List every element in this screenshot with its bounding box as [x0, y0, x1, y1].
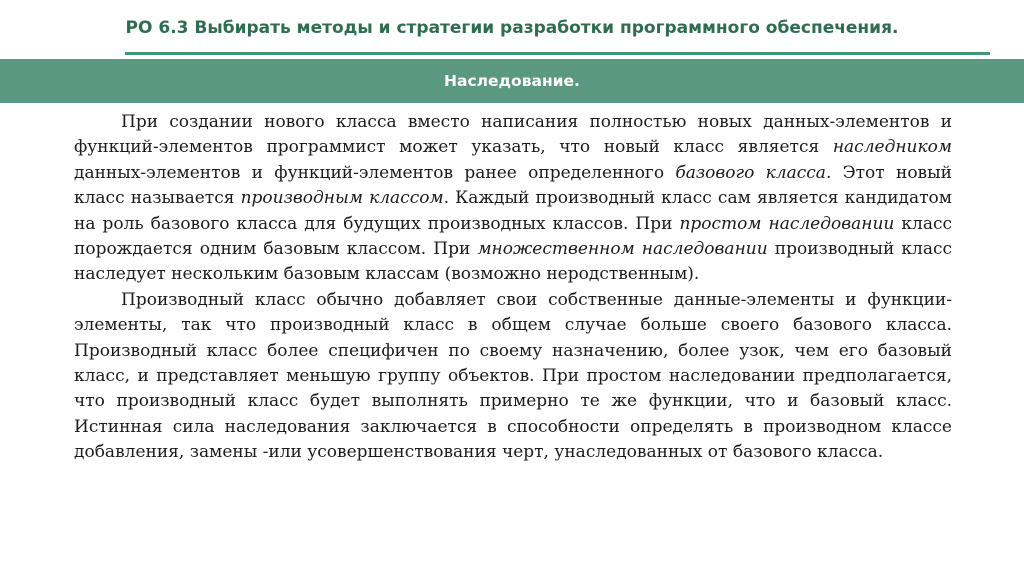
- text-run: . Каждый производный класс сам является кандидатом на роль базового класса для будущих производных классов. При: [74, 188, 952, 234]
- text-run: При создании нового класса вместо написания полностью новых данных-элементов и функций-элементов программист может указать, что новый класс является: [74, 112, 952, 158]
- title-underline: [125, 52, 990, 55]
- italic-term: наследником: [832, 137, 952, 158]
- section-banner: [0, 59, 1024, 103]
- body-text: [74, 110, 952, 466]
- text-run: класс порождается одним базовым классом. При: [74, 213, 952, 260]
- banner-label: Наследование.: [444, 72, 580, 90]
- text-run: производный класс наследует нескольким базовым классам (возможно неродственным).: [74, 239, 952, 285]
- italic-term: простом наследовании: [679, 213, 895, 234]
- italic-term: базового класса: [675, 162, 826, 183]
- text-run: данных-элементов и функций-элементов ранее определенного: [74, 162, 676, 183]
- slide-title: РО 6.3 Выбирать методы и стратегии разработки программного обеспечения.: [125, 18, 899, 38]
- paragraph-2: Производный класс обычно добавляет свои собственные данные-элементы и функции-элементы, так что производный класс в общем случае больше своего базового класса. Производный класс более специфичен по своему назначению, более узок, чем его базовый класс, и представляет меньшую группу объектов. При простом наследовании предполагается, что производный класс будет выполнять примерно те же функции, что и базовый класс. Истинная сила наследования заключается в способности определять в производном классе добавления, замены -или усовершенствования черт, унаследованных от базового класса.: [74, 289, 952, 463]
- text-run: . Этот новый класс называется: [74, 162, 952, 209]
- paragraph-1: [74, 110, 952, 288]
- italic-term: множественном наследовании: [477, 239, 768, 260]
- italic-term: производным классом: [240, 188, 444, 209]
